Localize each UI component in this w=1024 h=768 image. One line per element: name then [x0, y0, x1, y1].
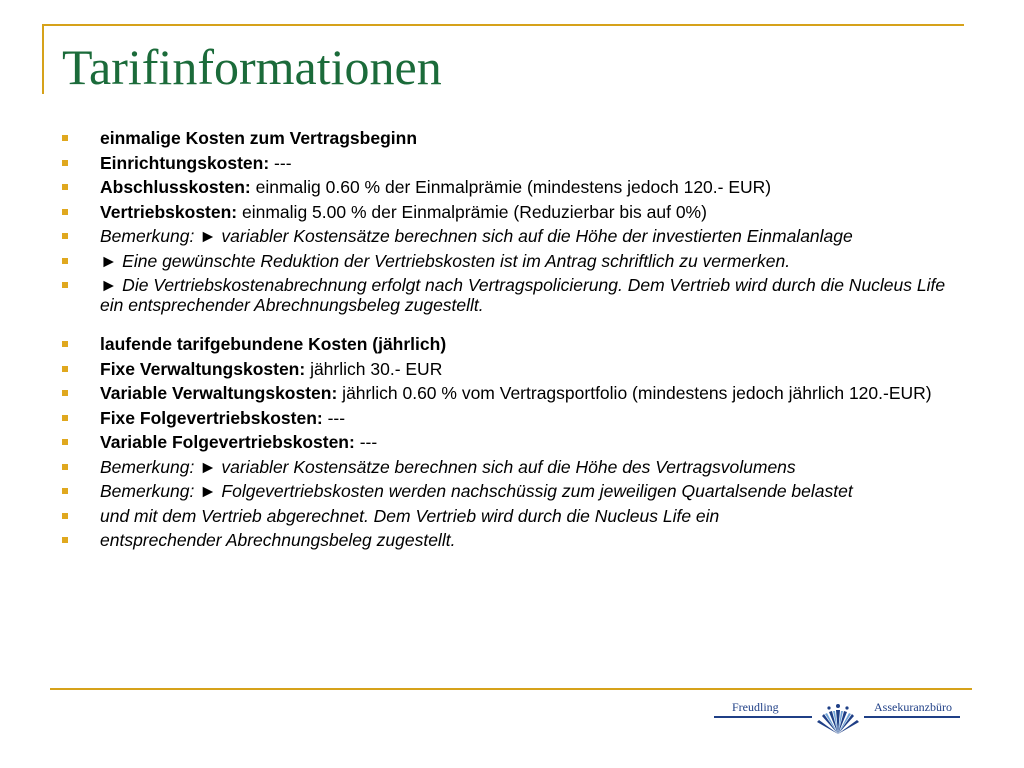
bullet-text: einmalig 0.60 % der Einmalprämie (mindestens jedoch 120.- EUR) [250, 177, 772, 197]
bullet-text: einmalig 5.00 % der Einmalprämie (Reduzierbar bis auf 0%) [237, 201, 707, 222]
bullet-text: --- [322, 407, 346, 428]
square-bullet-icon [62, 233, 68, 239]
bullet-item [60, 202, 960, 222]
bullet-lead: Einrichtungskosten: [100, 152, 270, 173]
bullet-lead: Fixe Folgevertriebskosten: [100, 407, 323, 428]
bullet-text: --- [354, 432, 378, 452]
bullet-item [60, 506, 960, 526]
square-bullet-icon [62, 366, 68, 372]
square-bullet-icon [62, 537, 68, 543]
bullet-text: --- [269, 152, 292, 173]
bullet-text: jährlich 0.60 % vom Vertragsportfolio (mindestens jedoch jährlich 120.-EUR) [337, 383, 932, 403]
bullet-lead: Variable Folgevertriebskosten: [100, 432, 355, 452]
bullet-item [60, 128, 960, 148]
square-bullet-icon [62, 282, 68, 288]
bullet-item [60, 457, 960, 477]
slide-title: Tarifinformationen [62, 39, 442, 95]
bullet-item [60, 275, 960, 315]
frame-top-line [42, 24, 964, 26]
square-bullet-icon [62, 135, 68, 141]
bullet-heading: laufende tarifgebundene Kosten (jährlich) [100, 334, 447, 354]
square-bullet-icon [62, 513, 68, 519]
bullet-lead: Vertriebskosten: [100, 201, 238, 222]
square-bullet-icon [62, 415, 68, 421]
square-bullet-icon [62, 439, 68, 445]
bullet-item [60, 359, 960, 379]
bullet-item [60, 226, 960, 246]
bullet-lead: Variable Verwaltungskosten: [100, 383, 338, 403]
fan-logo-icon [814, 696, 862, 736]
bullet-remark: entsprechender Abrechnungsbeleg zugestellt. [100, 530, 456, 550]
footer-line [50, 688, 972, 690]
square-bullet-icon [62, 488, 68, 494]
bullet-lead: Fixe Verwaltungskosten: [100, 358, 306, 379]
bullet-remark: ► Die Vertriebskostenabrechnung erfolgt nach Vertragspolicierung. Dem Vertrieb wird durch die Nucleus Life ein entsprechender Abrechnungsbeleg zugestellt. [100, 275, 946, 315]
bullet-text: jährlich 30.- EUR [305, 358, 443, 379]
bullet-item [60, 251, 960, 271]
bullet-item [60, 383, 960, 403]
bullet-item [60, 177, 960, 197]
square-bullet-icon [62, 184, 68, 190]
logo-line-right [864, 716, 960, 718]
logo-left-text: Freudling [732, 700, 779, 714]
bullet-remark: Bemerkung: ► Folgevertriebskosten werden nachschüssig zum jeweiligen Quartalsende belastet [100, 481, 853, 501]
bullet-item [60, 153, 960, 173]
bullet-item [60, 481, 960, 501]
square-bullet-icon [62, 341, 68, 347]
bullet-remark: ► Eine gewünschte Reduktion der Vertriebskosten ist im Antrag schriftlich zu vermerken. [100, 250, 791, 271]
slide-content [60, 128, 960, 555]
bullet-list [60, 128, 960, 550]
frame-left-line [42, 24, 44, 94]
square-bullet-icon [62, 209, 68, 215]
logo-line-left [714, 716, 812, 718]
company-logo [714, 696, 964, 738]
bullet-item [60, 408, 960, 428]
bullet-item [60, 432, 960, 452]
bullet-remark: Bemerkung: ► variabler Kostensätze berechnen sich auf die Höhe des Vertragsvolumens [100, 456, 796, 477]
square-bullet-icon [62, 390, 68, 396]
bullet-item [60, 530, 960, 550]
square-bullet-icon [62, 258, 68, 264]
bullet-remark: und mit dem Vertrieb abgerechnet. Dem Vertrieb wird durch die Nucleus Life ein [100, 505, 720, 526]
bullet-heading: einmalige Kosten zum Vertragsbeginn [100, 128, 418, 148]
square-bullet-icon [62, 160, 68, 166]
logo-right-text: Assekuranzbüro [874, 700, 952, 714]
bullet-lead: Abschlusskosten: [100, 177, 251, 197]
bullet-item [60, 334, 960, 354]
square-bullet-icon [62, 464, 68, 470]
bullet-remark: Bemerkung: ► variabler Kostensätze berechnen sich auf die Höhe der investierten Einmalanlage [100, 226, 853, 246]
